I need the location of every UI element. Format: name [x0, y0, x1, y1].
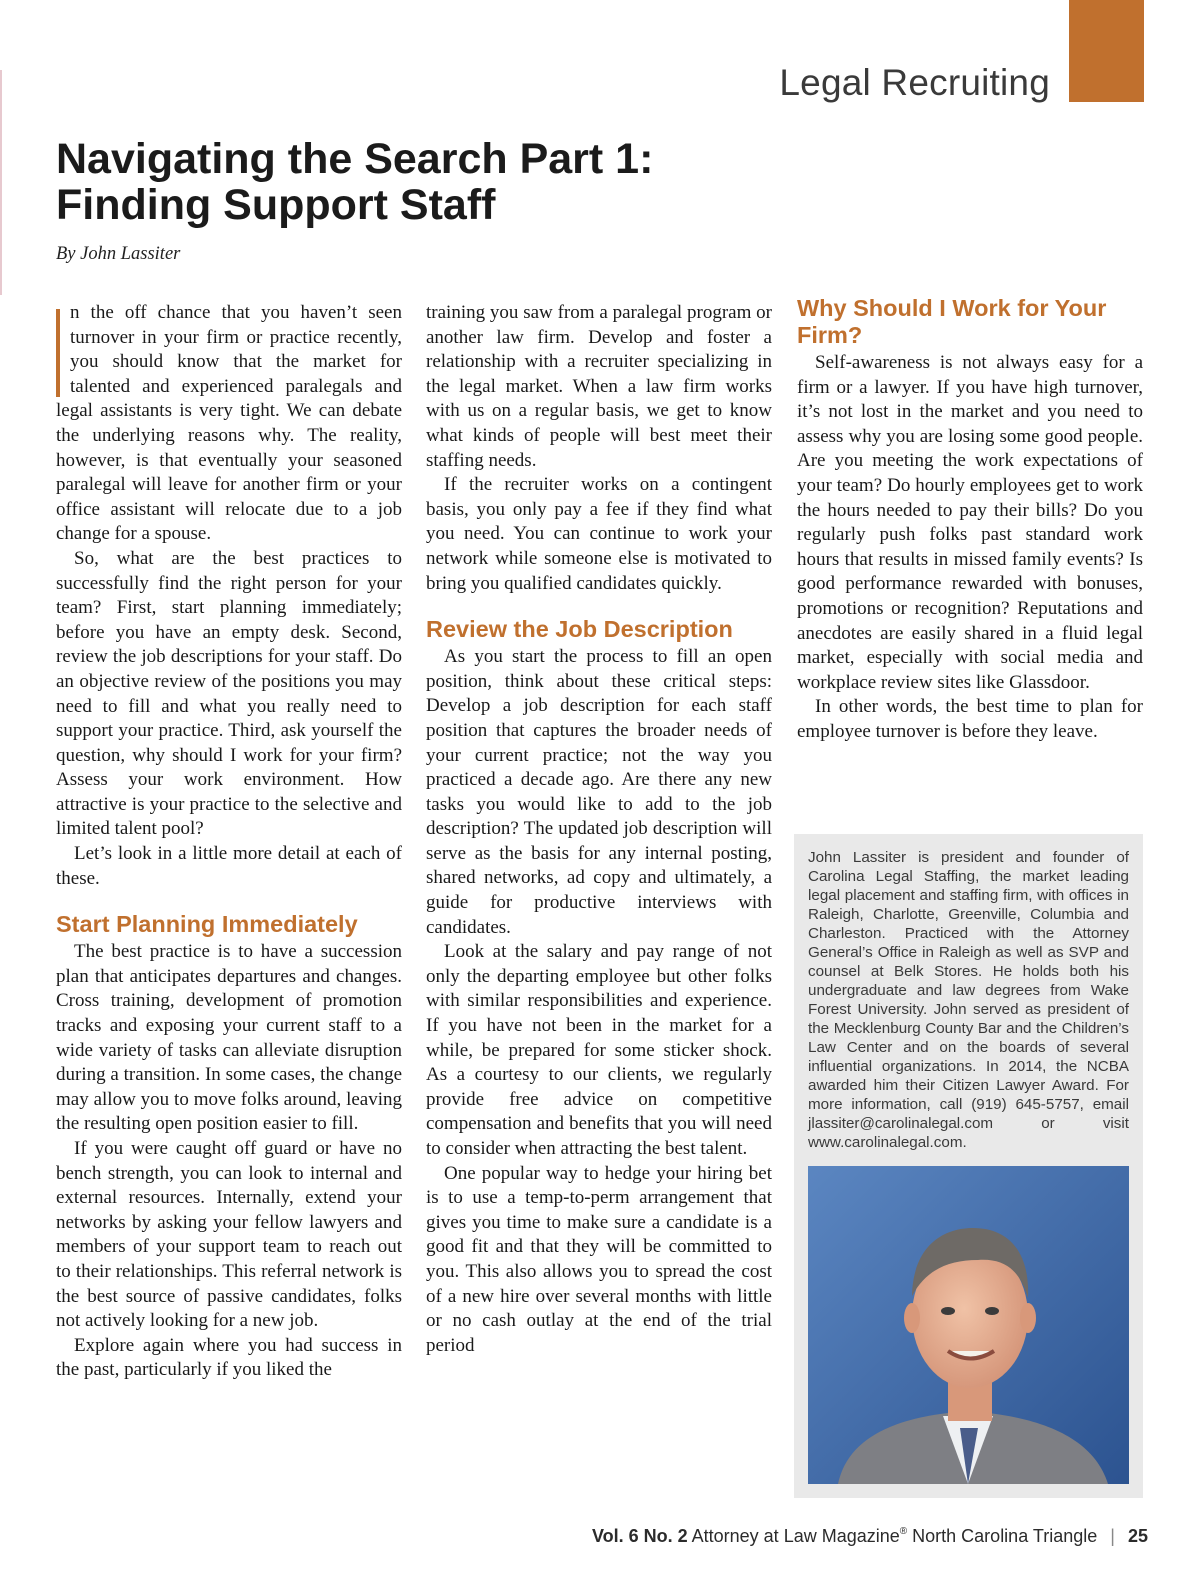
paragraph: Self-awareness is not always easy for a firm or a lawyer. If you have high turnover, it’s not lost in the market and you need to assess why you are losing some good people. Are you meeting the work expectations of your team? Do hourly employees get to work the hours needed to pay their bills? Do you regularly push folks past standard work hours that results in missed family events? Is good performance rewarded with bonuses, promotions or recognition? Reputations and anecdotes are easily shared in a fluid legal market, especially with social media and workplace review sites like Glassdoor. [797, 352, 1143, 693]
magazine-name: Attorney at Law Magazine [691, 1526, 900, 1546]
paragraph: In other words, the best time to plan for employee turnover is before they leave. [797, 696, 1143, 742]
registered-mark: ® [899, 1526, 908, 1537]
page-edge-rule [0, 70, 2, 295]
paragraph: The best practice is to have a succession plan that anticipates departures and changes. Cross training, development of promotion tracks and exposing your current staff to a wide variety of tasks can alleviate disruption during a transition. In some cases, the change may allow you to move folks around, leaving the resulting open position easier to fill. [56, 941, 402, 1135]
paragraph: If the recruiter works on a contingent basis, you only pay a fee if they find what you need. You can continue to work your network while someone else is motivated to bring you qualified candidates quickly. [426, 474, 772, 594]
paragraph: Look at the salary and pay range of not only the departing employee but other folks with similar responsibilities and experience. If you have not been in the market for a while, be prepared for some sticker shock. As a courtesy to our clients, we regularly provide free advice on competitive compensation and benefits that you will need to consider when attracting the best talent. [426, 941, 772, 1159]
issue-label: Vol. 6 No. 2 [591, 1526, 688, 1546]
paragraph: Let’s look in a little more detail at each of these. [56, 843, 402, 889]
page-number: 25 [1127, 1526, 1148, 1546]
edition-name: North Carolina Triangle [912, 1526, 1098, 1546]
author-photo [808, 1166, 1129, 1484]
section-label: Legal Recruiting [779, 62, 1050, 103]
paragraph: n the off chance that you haven’t seen turnover in your firm or practice recently, you should know that the market for talented and experienced paralegals and legal assistants is very tight. We can debate the underlying reasons why. The reality, however, is that eventually your seasoned paralegal will leave for another firm or your office assistant will relocate due to a job change for a spouse. [56, 302, 402, 545]
footer-divider: | [1110, 1526, 1115, 1546]
column-3 [797, 295, 1143, 745]
paragraph: Explore again where you had success in the past, particularly if you liked the [56, 1334, 402, 1381]
subheading-start-planning: Start Planning Immediately [56, 911, 358, 938]
article-title-line-2: Finding Support Staff [56, 181, 496, 229]
article-title [56, 136, 816, 228]
page-footer [592, 1526, 1148, 1547]
section-color-tab [1069, 0, 1144, 102]
paragraph: So, what are the best practices to successfully find the right person for your team? First, start planning immediately; before you have an empty desk. Second, review the job descriptions for your staff. Do an objective review of the positions you may need to fill and what you really need to support your practice. Third, ask yourself the question, why should I work for your firm? Assess your work environment. How attractive is your practice to the selective and limited talent pool? [56, 547, 402, 840]
column-2 [426, 301, 772, 1358]
article-title-line-1: Navigating the Search Part 1: [56, 135, 654, 183]
drop-cap-i [56, 309, 60, 397]
author-bio-box [794, 834, 1143, 1498]
byline: By John Lassiter [56, 244, 181, 264]
column-1 [56, 301, 402, 1383]
author-bio-text: John Lassiter is president and founder of Carolina Legal Staffing, the market leading legal placement and staffing firm, with offices in Raleigh, Charlotte, Greenville, Columbia and Charleston. Practiced with the Attorney General’s Office in Raleigh as well as SVP and counsel at Belk Stores. He holds both his undergraduate and law degrees from Wake Forest University. John served as president of the Mecklenburg County Bar and the Children’s Law Center and on the boards of several influential organizations. In 2014, the NCBA awarded him their Citizen Lawyer Award. For more information, call (919) 645-5757, email jlassiter@carolinalegal.com or visit www.carolinalegal.com. [808, 849, 1129, 1151]
paragraph: training you saw from a paralegal program or another law firm. Develop and foster a relationship with a recruiter specializing in the legal market. When a law firm works with us on a regular basis, we get to know what kinds of people will best meet their staffing needs. [426, 302, 772, 471]
paragraph: As you start the process to fill an open position, think about these critical steps: Develop a job description for each staff position that captures the broader needs of your current practice; not the way you practiced a decade ago. Are there any new tasks you would like to add to the job description? The updated job description will serve as the basis for any internal posting, shared networks, ad copy and ultimately, a guide for productive interviews with candidates. [426, 646, 772, 938]
subheading-review-job-description: Review the Job Description [426, 616, 733, 643]
subheading-why-work-for-your-firm: Why Should I Work for Your Firm? [797, 295, 1107, 348]
paragraph: One popular way to hedge your hiring bet is to use a temp-to-perm arrangement that gives you time to make sure a candidate is a good fit and that they will be committed to you. This also allows you to spread the cost of a new hire over several months with little or no cash outlay at the end of the trial period [426, 1162, 772, 1356]
paragraph: If you were caught off guard or have no bench strength, you can look to internal and external resources. Internally, extend your networks by asking your fellow lawyers and members of your support team to reach out to their relationships. This referral network is the best source of passive candidates, folks not actively looking for a new job. [56, 1138, 402, 1332]
